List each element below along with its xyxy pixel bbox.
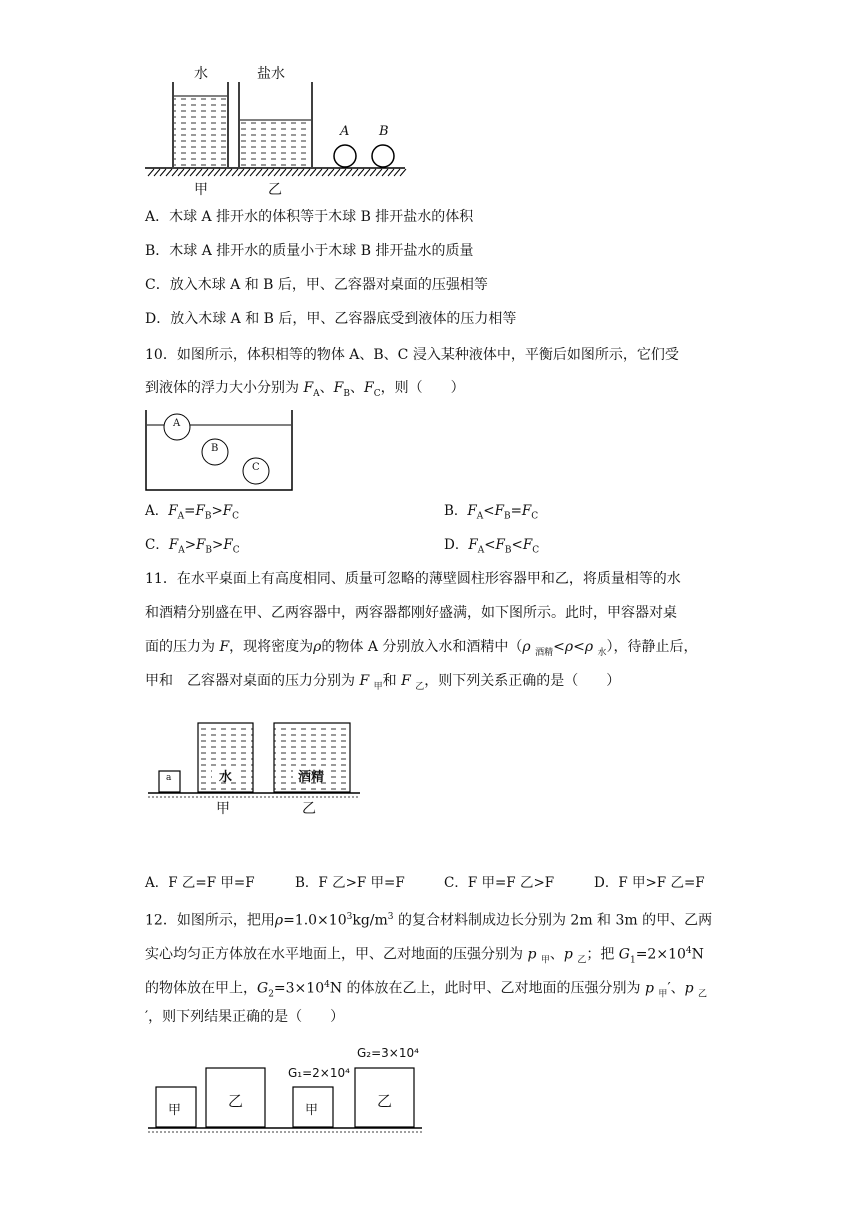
q12-line4: ′，则下列结果正确的是（ ） [145, 1009, 345, 1025]
q12-jia-2: 甲 [305, 1103, 319, 1118]
q11-line1: 11．在水平桌面上有高度相同、质量可忽略的薄壁圆柱形容器甲和乙，将质量相等的水 [145, 571, 681, 587]
q10-label-a: A [173, 418, 181, 429]
q10-stem-line2: 到液体的浮力大小分别为 $F_A$、$F_B$、$F_C$，则（ ） [145, 380, 465, 399]
q9-option-c[interactable]: C．放入木球 A 和 B 后，甲、乙容器对桌面的压强相等 [145, 277, 488, 293]
q10-option-c[interactable]: C．$F_A>F_B>F_C$ [145, 537, 240, 556]
q10-stem-line1: 10．如图所示，体积相等的物体 A、B、C 浸入某种液体中，平衡后如图所示，它们受 [145, 347, 679, 363]
label-jia: 甲 [194, 182, 208, 198]
q12-line3: 的物体放在甲上，$G_2=3\times 10^4N$ 的体放在乙上，此时甲、乙对地面的压强分别为 p $_甲$′、p $_乙$ [145, 980, 708, 1000]
label-ball-b: B [379, 124, 389, 139]
q11-option-a[interactable]: A．F 乙=F 甲=F [145, 875, 255, 891]
q10-label-b: B [211, 443, 219, 454]
label-saltwater: 盐水 [257, 66, 285, 82]
q11-option-b[interactable]: B．F 乙>F 甲=F [295, 875, 405, 891]
q9-option-a[interactable]: A．木球 A 排开水的体积等于木球 B 排开盐水的体积 [145, 209, 474, 225]
q10-option-a[interactable]: A．$F_A=F_B>F_C$ [145, 503, 240, 522]
label-yi: 乙 [268, 182, 282, 198]
q11-label-yi: 乙 [302, 801, 316, 817]
q11-alcohol-label: 酒精 [298, 770, 325, 785]
q12-g2-label: G₂=3×10⁴ [357, 1046, 419, 1060]
q12-line1: 12．如图所示，把用$\rho=1.0\times 10^3kg/m^3$ 的复合材料制成边长分别为 2m 和 3m 的甲、乙两 [145, 912, 713, 929]
q11-option-c[interactable]: C．F 甲=F 乙>F [444, 875, 555, 891]
q10-label-c: C [252, 462, 260, 473]
label-ball-a: A [340, 124, 350, 139]
q11-label-jia: 甲 [216, 801, 230, 817]
q9-option-b[interactable]: B．木球 A 排开水的质量小于木球 B 排开盐水的质量 [145, 243, 474, 259]
q12-jia-1: 甲 [168, 1103, 182, 1118]
q11-block-label: a [166, 773, 172, 783]
q11-line2: 和酒精分别盛在甲、乙两容器中，两容器都刚好盛满，如下图所示。此时，甲容器对桌 [145, 605, 677, 621]
label-water: 水 [194, 66, 208, 82]
q12-yi-2: 乙 [377, 1092, 393, 1110]
q11-water-label: 水 [219, 770, 233, 785]
q12-line2: 实心均匀正方体放在水平地面上，甲、乙对地面的压强分别为 p $_甲$、p $_乙$；把 $G_1=2\times 10^4N$ [145, 946, 704, 966]
q11-line3: 面的压力为 F，现将密度为ρ的物体 A 分别放入水和酒精中（ρ $_{酒精}$<ρ<ρ $_水$），待静止后， [145, 639, 698, 658]
q10-option-b[interactable]: B．$F_A<F_B=F_C$ [444, 503, 539, 522]
q10-option-d[interactable]: D．$F_A<F_B<F_C$ [444, 537, 540, 556]
q12-g1-label: G₁=2×10⁴ [288, 1066, 350, 1080]
q12-yi-1: 乙 [228, 1092, 244, 1110]
q11-option-d[interactable]: D．F 甲>F 乙=F [594, 875, 705, 891]
q11-line4: 甲和 乙容器对桌面的压力分别为 F $_甲$和 F $_乙$，则下列关系正确的是（ ） [145, 673, 621, 692]
q9-option-d[interactable]: D．放入木球 A 和 B 后，甲、乙容器底受到液体的压力相等 [145, 311, 517, 327]
